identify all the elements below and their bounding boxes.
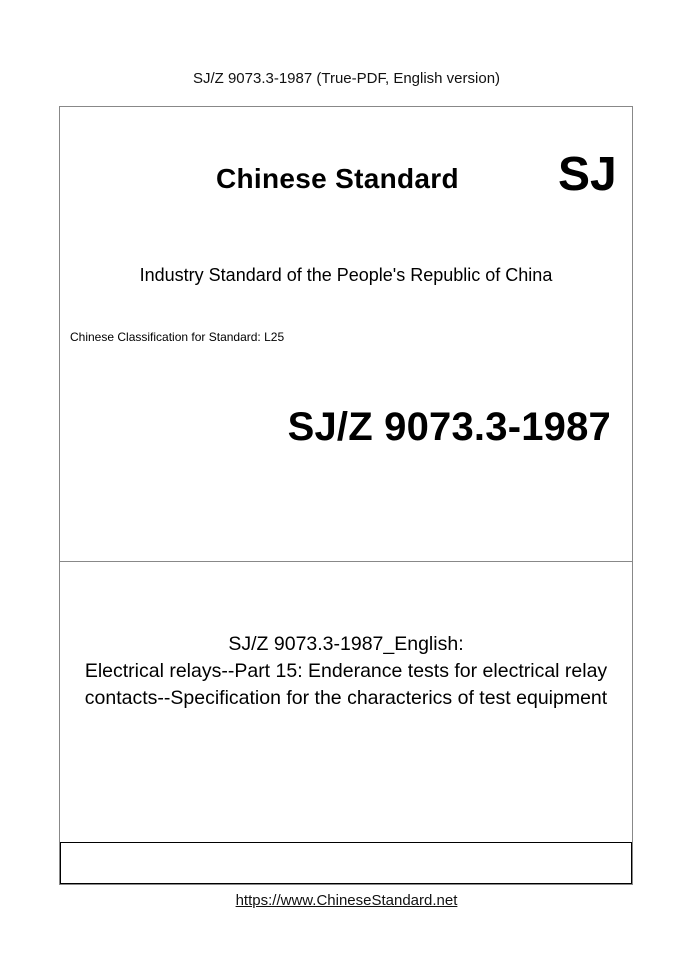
title-line-3: contacts--Specification for the characterics of test equipment xyxy=(84,687,608,709)
document-title xyxy=(60,631,632,712)
footer xyxy=(0,892,693,909)
website-link[interactable]: https://www.ChineseStandard.net xyxy=(235,892,458,909)
standard-number: SJ/Z 9073.3-1987 xyxy=(287,405,611,449)
cover-frame xyxy=(59,106,633,885)
industry-standard-line: Industry Standard of the People's Republic of China xyxy=(139,265,553,285)
cover-bottom-box xyxy=(60,843,632,884)
title-line-1: SJ/Z 9073.3-1987_English: xyxy=(228,633,464,655)
classification-line: Chinese Classification for Standard: L25 xyxy=(70,330,285,344)
cover-title-section xyxy=(60,561,632,843)
cover-top-section xyxy=(60,107,632,562)
page-header-title: SJ/Z 9073.3-1987 (True-PDF, English version) xyxy=(192,70,501,87)
title-line-2: Electrical relays--Part 15: Enderance tests for electrical relay xyxy=(84,660,608,682)
chinese-standard-heading: Chinese Standard xyxy=(216,163,459,194)
sj-mark: SJ xyxy=(558,148,617,201)
